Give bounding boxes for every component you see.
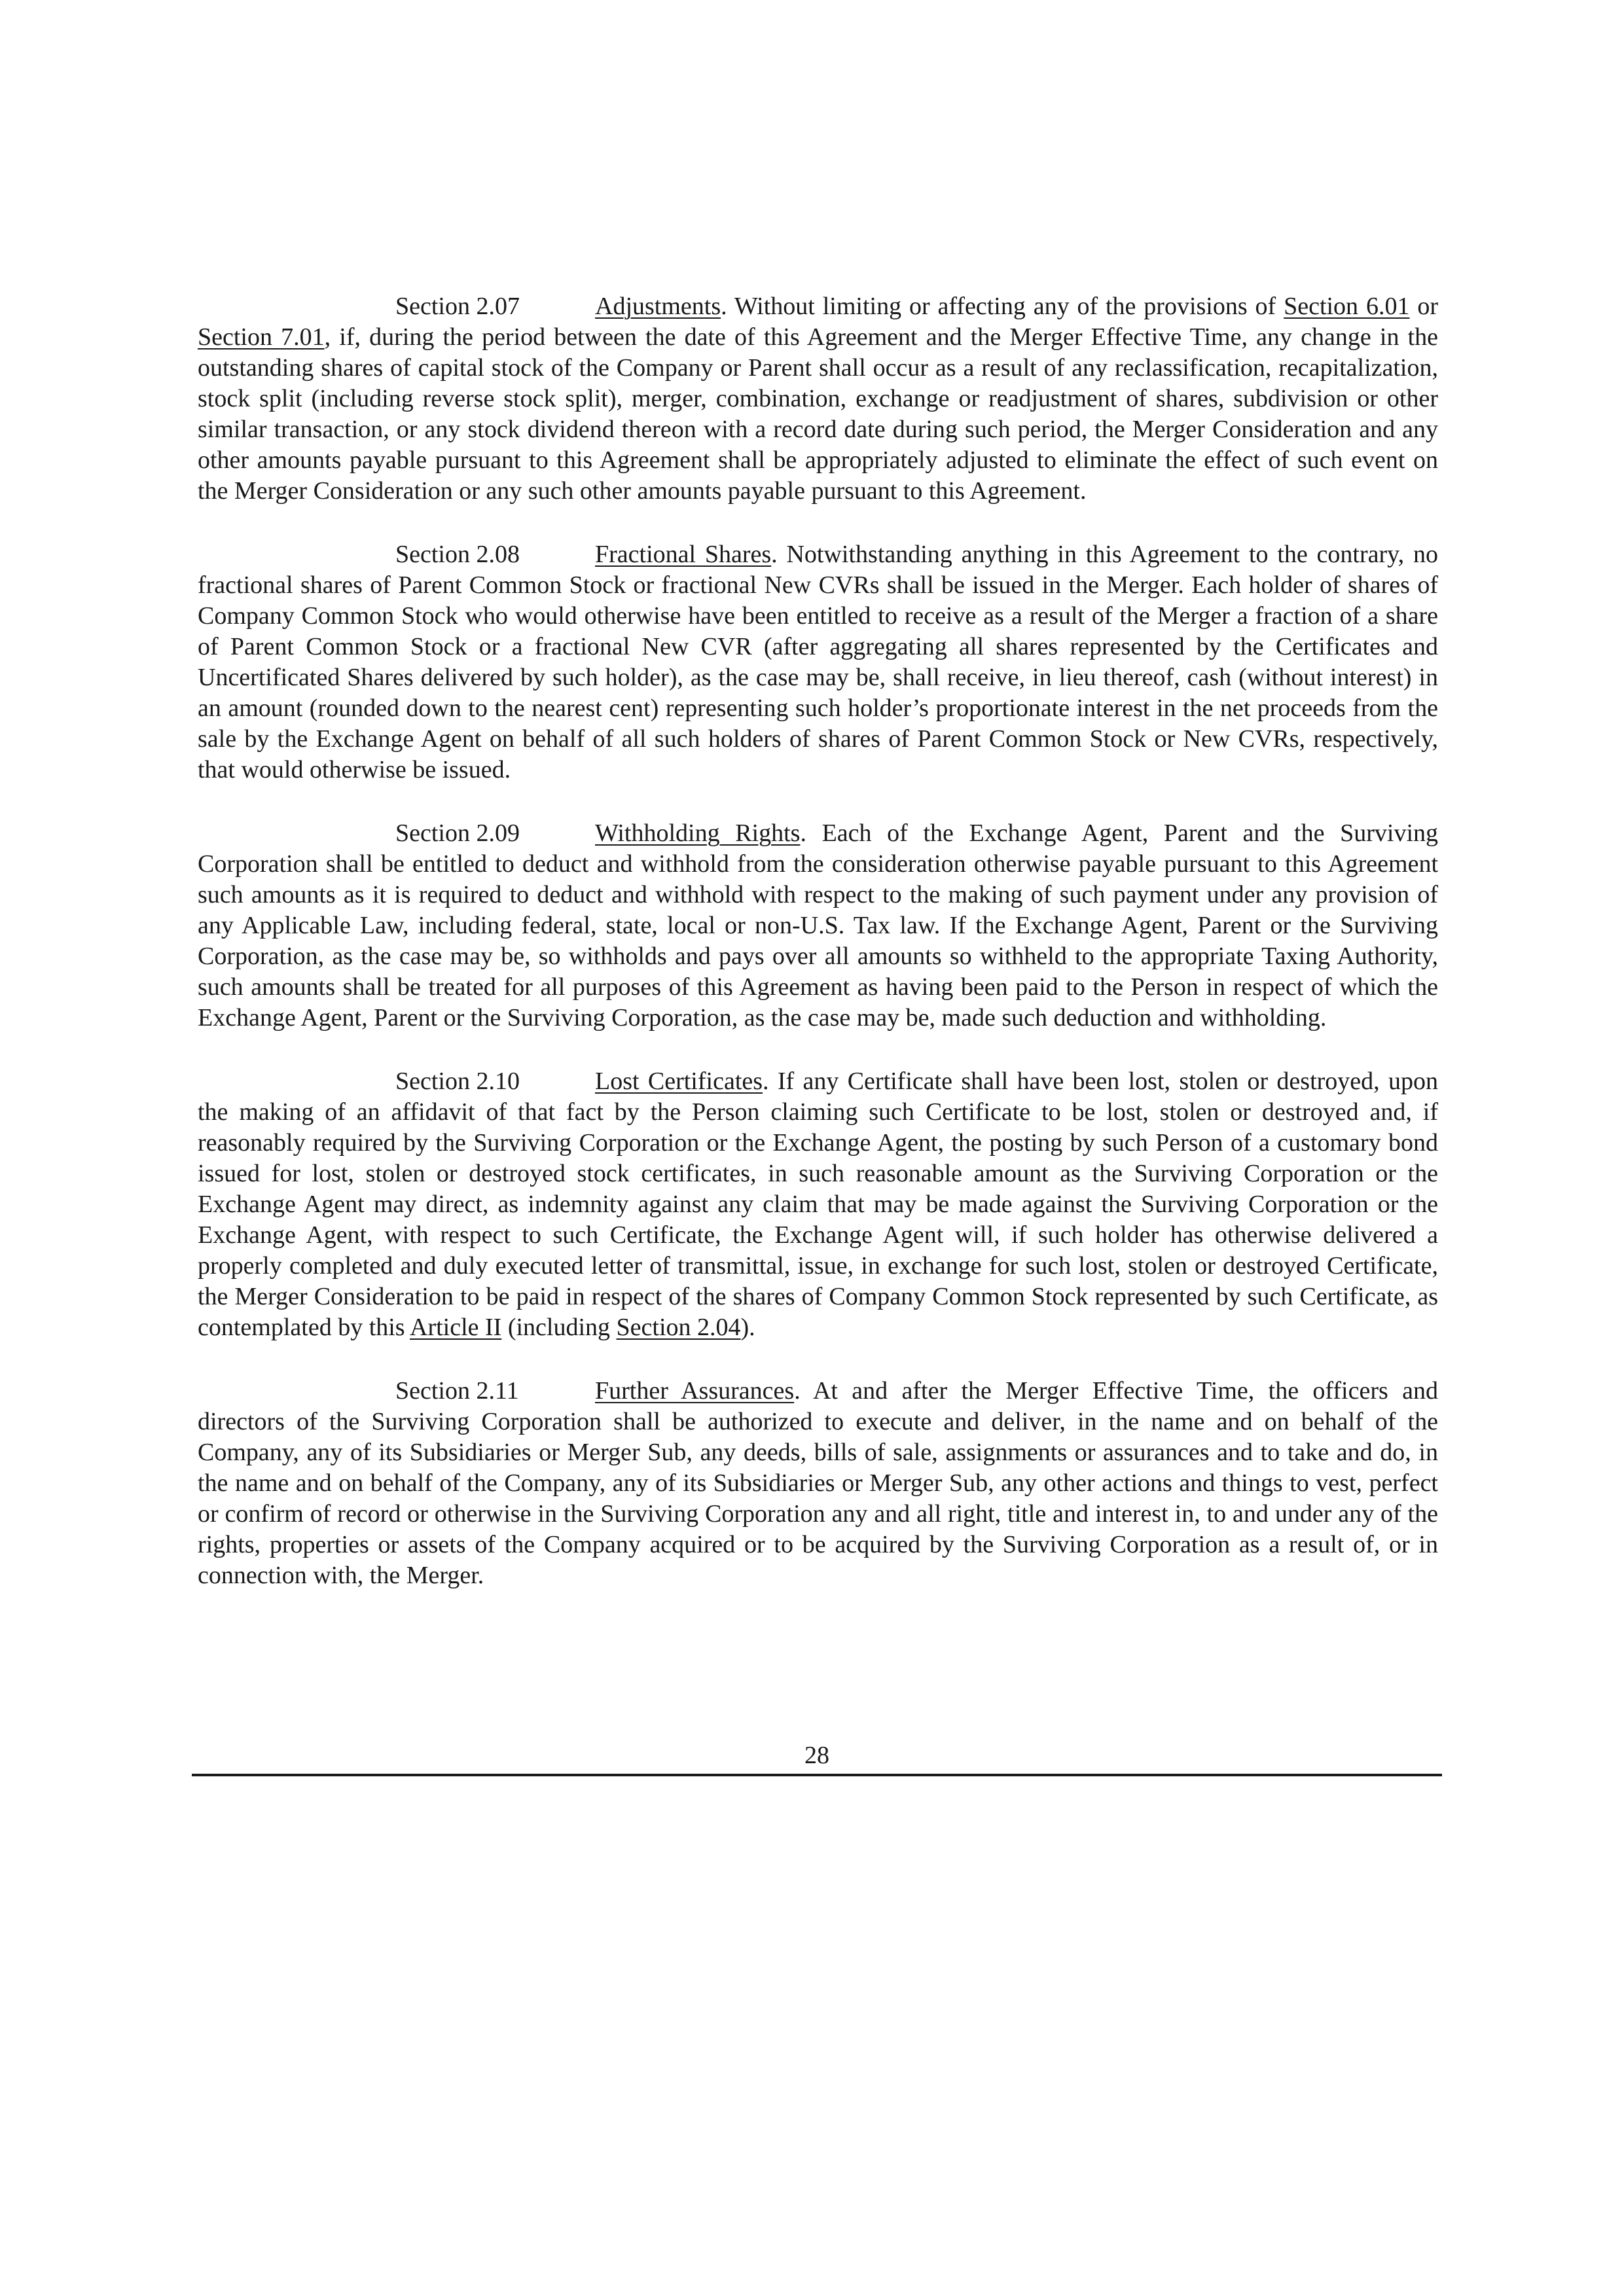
section-number: Section 2.11 (395, 1377, 519, 1405)
section-2-10 (198, 1066, 1438, 1343)
section-number: Section 2.09 (395, 819, 520, 847)
section-text: (including (501, 1314, 617, 1341)
section-title: Fractional Shares (595, 541, 772, 568)
section-title: Lost Certificates (595, 1067, 763, 1095)
page-footer (192, 1741, 1442, 1776)
section-2-08 (198, 539, 1438, 785)
section-text: . At and after the Merger Effective Time, the officers and directors of the Surviving Corporation shall be authorized to execute and deliver, in the name and on behalf of the Company, any of its Subsidiaries or Merger Sub, any deeds, bills of sale, assignments or assurances and to take and do, in the name and on behalf of the Company, any of its Subsidiaries or Merger Sub, any other actions and things to vest, perfect or confirm of record or otherwise in the Surviving Corporation any and all right, title and interest in, to and under any of the rights, properties or assets of the Company acquired or to be acquired by the Surviving Corporation as a result of, or in connection with, the Merger. (198, 1377, 1438, 1589)
cross-reference: Article II (410, 1314, 502, 1341)
cross-reference: Section 7.01 (198, 323, 325, 351)
section-title: Further Assurances (595, 1377, 795, 1405)
section-title: Withholding Rights (595, 819, 801, 847)
cross-reference: Section 2.04 (616, 1314, 741, 1341)
cross-reference: Section 6.01 (1284, 293, 1410, 320)
section-text: , if, during the period between the date of this Agreement and the Merger Effective Time, any change in the outstanding shares of capital stock of the Company or Parent shall occur as a result of any reclassification, recapitalization, stock split (including reverse stock split), merger, combination, exchange or readjustment of shares, subdivision or other similar transaction, or any stock dividend thereon with a record date during such period, the Merger Consideration and any other amounts payable pursuant to this Agreement shall be appropriately adjusted to eliminate the effect of such event on the Merger Consideration or any such other amounts payable pursuant to this Agreement. (198, 323, 1439, 505)
section-number: Section 2.07 (395, 293, 520, 320)
section-number: Section 2.10 (395, 1067, 520, 1095)
section-title: Adjustments (595, 293, 721, 320)
document-page (198, 291, 1438, 1624)
section-text: . Notwithstanding anything in this Agreement to the contrary, no fractional shares of Parent Common Stock or fractional New CVRs shall be issued in the Merger. Each holder of shares of Company Common Stock who would otherwise have been entitled to receive as a result of the Merger a fraction of a share of Parent Common Stock or a fractional New CVR (after aggregating all shares represented by the Certificates and Uncertificated Shares delivered by such holder), as the case may be, shall receive, in lieu thereof, cash (without interest) in an amount (rounded down to the nearest cent) representing such holder’s proportionate interest in the net proceeds from the sale by the Exchange Agent on behalf of all such holders of shares of Parent Common Stock or New CVRs, respectively, that would otherwise be issued. (198, 541, 1438, 783)
section-number: Section 2.08 (395, 541, 520, 568)
section-2-11 (198, 1376, 1438, 1591)
section-text: . Each of the Exchange Agent, Parent and the Surviving Corporation shall be entitled to deduct and withhold from the consideration otherwise payable pursuant to this Agreement such amounts as it is required to deduct and withhold with respect to the making of such payment under any provision of any Applicable Law, including federal, state, local or non-U.S. Tax law. If the Exchange Agent, Parent or the Surviving Corporation, as the case may be, so withholds and pays over all amounts so withheld to the appropriate Taxing Authority, such amounts shall be treated for all purposes of this Agreement as having been paid to the Person in respect of which the Exchange Agent, Parent or the Surviving Corporation, as the case may be, made such deduction and withholding. (198, 819, 1439, 1031)
footer-rule (192, 1774, 1442, 1776)
section-2-09 (198, 818, 1438, 1033)
page-number: 28 (804, 1742, 829, 1769)
section-text: . Without limiting or affecting any of the provisions of (721, 293, 1284, 320)
section-text: ). (740, 1314, 755, 1341)
section-text: or (1409, 293, 1438, 320)
section-text: . If any Certificate shall have been lost, stolen or destroyed, upon the making of an affidavit of that fact by the Person claiming such Certificate to be lost, stolen or destroyed and, if reasonably required by the Surviving Corporation or the Exchange Agent, the posting by such Person of a customary bond issued for lost, stolen or destroyed stock certificates, in such reasonable amount as the Surviving Corporation or the Exchange Agent may direct, as indemnity against any claim that may be made against the Surviving Corporation or the Exchange Agent, with respect to such Certificate, the Exchange Agent will, if such holder has otherwise delivered a properly completed and duly executed letter of transmittal, issue, in exchange for such lost, stolen or destroyed Certificate, the Merger Consideration to be paid in respect of the shares of Company Common Stock represented by such Certificate, as contemplated by this (198, 1067, 1438, 1341)
section-2-07 (198, 291, 1438, 507)
